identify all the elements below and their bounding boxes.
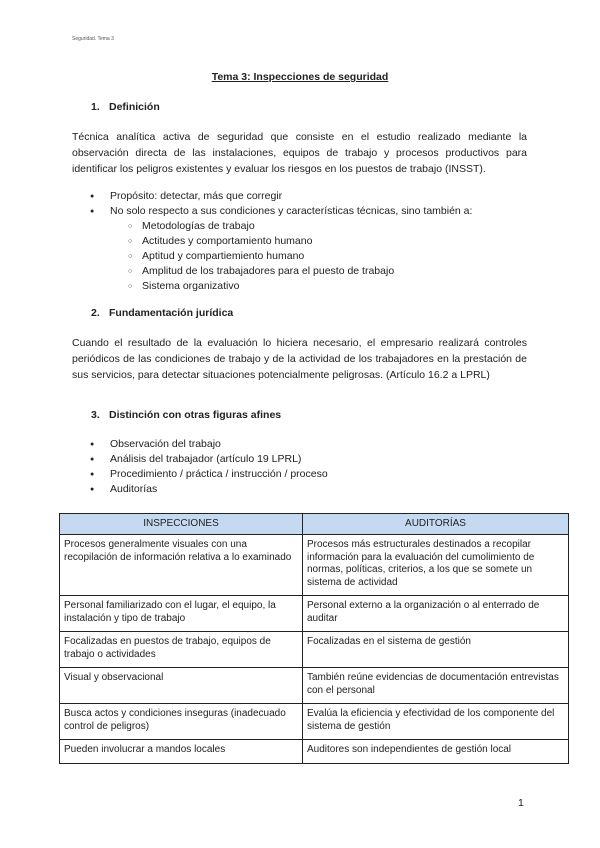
section-title: Definición: [109, 101, 160, 113]
sub-list-item: ○ Sistema organizativo: [72, 279, 532, 294]
section-number: 1.: [91, 101, 100, 113]
legal-paragraph: Cuando el resultado de la evaluación lo hiciera necesario, el empresario realizará controles periódicos de las condiciones de trabajo y de la actividad de los trabajadores en la prestación de sus servicios, para detectar situaciones potencialmente peligrosas. (Artículo 16.2 a LPRL): [72, 337, 527, 381]
table-row: [60, 740, 569, 764]
section-title: Fundamentación jurídica: [109, 307, 234, 319]
table-cell: Visual y observacional: [60, 668, 303, 704]
table-row: [60, 704, 569, 740]
list-item: ● Procedimiento / práctica / instrucción / proceso: [72, 467, 532, 482]
table-row: [60, 668, 569, 704]
table-row: [60, 632, 569, 668]
table-cell: Procesos más estructurales destinados a recopilar información para la evaluación del cumolimiento de normas, políticas, criterios, a los que se somete un sistema de actividad: [303, 535, 569, 596]
comparison-table: [59, 513, 569, 764]
table-cell: Personal familiarizado con el lugar, el equipo, la instalación y tipo de trabajo: [60, 596, 303, 632]
list-item: ● Observación del trabajo: [72, 437, 532, 452]
list-item: ● Auditorías: [72, 482, 532, 497]
section-number: 3.: [91, 409, 100, 421]
table-cell: Procesos generalmente visuales con una recopilación de información relativa a lo examinado: [60, 535, 303, 596]
list-item: ● Propósito: detectar, más que corregir: [72, 189, 532, 204]
running-header: Seguridad. Tema 3: [72, 36, 114, 42]
section-title: Distinción con otras figuras afines: [109, 409, 282, 421]
list-item: ● Análisis del trabajador (artículo 19 LPRL): [72, 452, 532, 467]
section-heading-fundamentacion: [91, 307, 233, 319]
sub-list-item: ○ Aptitud y compartiemiento humano: [72, 249, 532, 264]
sub-list-item: ○ Amplitud de los trabajadores para el puesto de trabajo: [72, 264, 532, 279]
definition-paragraph: Técnica analítica activa de seguridad que consiste en el estudio realizado mediante la observación directa de las instalaciones, equipos de trabajo y procesos productivos para identificar los peligros existentes y evaluar los riesgos en los puestos de trabajo (INSST).: [72, 131, 527, 175]
sub-list-item: ○ Actitudes y comportamiento humano: [72, 234, 532, 249]
list-item: ● No solo respecto a sus condiciones y características técnicas, sino también a:: [72, 204, 532, 219]
table-cell: Auditores son independientes de gestión local: [303, 740, 569, 764]
table-cell: Personal externo a la organización o al enterrado de auditar: [303, 596, 569, 632]
table-cell: Evalúa la eficiencia y efectividad de los componente del sistema de gestión: [303, 704, 569, 740]
definition-bullet-list: [72, 189, 532, 294]
table-header-row: [60, 514, 569, 535]
sub-list-item: ○ Metodologías de trabajo: [72, 219, 532, 234]
document-title: Tema 3: Inspecciones de seguridad: [211, 71, 389, 83]
table-cell: Busca actos y condiciones inseguras (inadecuado control de peligros): [60, 704, 303, 740]
related-figures-list: [72, 437, 532, 497]
section-heading-definicion: [91, 101, 160, 113]
table-row: [60, 596, 569, 632]
column-header-auditorias: AUDITORÍAS: [303, 514, 569, 535]
table-cell: Focalizadas en el sistema de gestión: [303, 632, 569, 668]
section-heading-distincion: [91, 409, 281, 421]
column-header-inspecciones: INSPECCIONES: [60, 514, 303, 535]
table-cell: Pueden involucrar a mandos locales: [60, 740, 303, 764]
table-row: [60, 535, 569, 596]
section-number: 2.: [91, 307, 100, 319]
table-cell: También reúne evidencias de documentación entrevistas con el personal: [303, 668, 569, 704]
table-cell: Focalizadas en puestos de trabajo, equipos de trabajo o actividades: [60, 632, 303, 668]
page-number: 1: [518, 797, 524, 809]
